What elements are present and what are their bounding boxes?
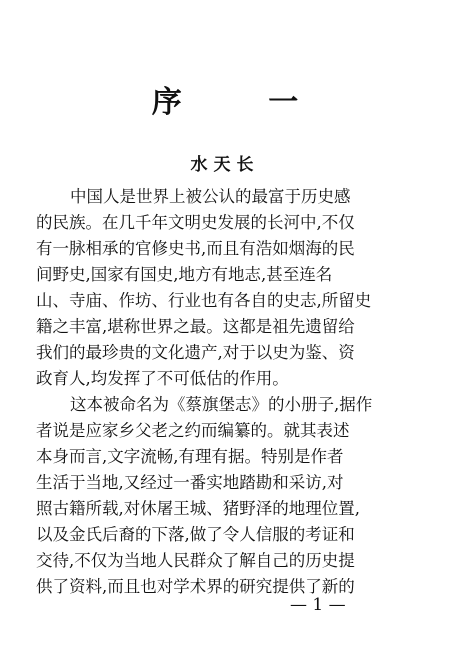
text-line: 间野史,国家有国史,地方有地志,甚至连名: [36, 265, 333, 284]
text-line: 有一脉相承的官修史书,而且有浩如烟海的民: [36, 239, 355, 258]
text-line: 供了资料,而且也对学术界的研究提供了新的: [36, 577, 355, 596]
text-line: 政育人,均发挥了不可低估的作用。: [36, 369, 289, 388]
text-line: 本身而言,文字流畅,有理有据。特别是作者: [36, 447, 344, 466]
text-line: 以及金氏后裔的下落,做了令人信服的考证和: [36, 525, 355, 544]
text-line: 这本被命名为《蔡旗堡志》的小册子,据作: [70, 395, 373, 414]
text-line: 交待,不仅为当地人民群众了解自己的历史提: [36, 551, 355, 570]
text-line: 照古籍所载,对休屠王城、猪野泽的地理位置,: [36, 499, 360, 518]
text-line: 山、寺庙、作坊、行业也有各自的史志,所留史: [36, 291, 372, 310]
text-line: 中国人是世界上被公认的最富于历史感: [70, 187, 351, 206]
text-line: 我们的最珍贵的文化遗产,对于以史为鉴、资: [36, 343, 355, 362]
body-text: [36, 184, 422, 600]
text-line: 生活于当地,又经过一番实地踏勘和采访,对: [36, 473, 344, 492]
author-name: 水天长: [190, 155, 260, 175]
page-number: — 1 —: [290, 595, 346, 615]
text-line: 者说是应家乡父老之约而编纂的。就其表述: [36, 421, 350, 440]
page-title: 序 一: [151, 85, 337, 120]
text-line: 籍之丰富,堪称世界之最。这都是祖先遗留给: [36, 317, 355, 336]
text-line: 的民族。在几千年文明史发展的长河中,不仅: [36, 213, 355, 232]
